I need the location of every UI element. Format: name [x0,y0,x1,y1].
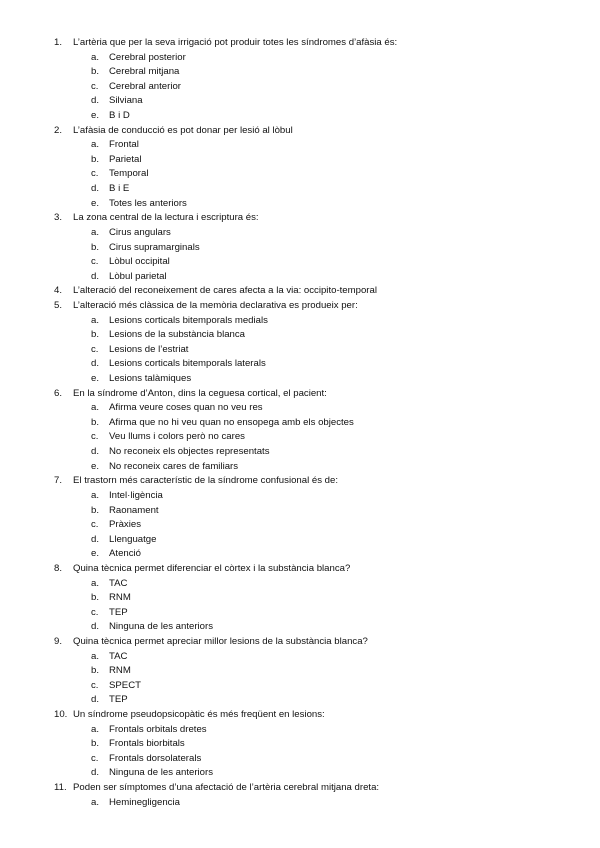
answer-option [0,460,600,475]
option-letter: b. [91,504,100,516]
answer-option [0,138,600,153]
option-text: Raonament [109,504,159,516]
option-letter: c. [91,606,99,618]
option-text: Frontals dorsolaterals [109,752,202,764]
answer-option [0,606,600,621]
answer-option [0,679,600,694]
option-text: Lesions de l’estriat [109,343,189,355]
answer-option [0,518,600,533]
option-text: Ninguna de les anteriors [109,767,213,779]
option-text: Totes les anteriors [109,197,187,209]
option-text: Heminegligencia [109,796,180,808]
option-letter: c. [91,519,99,531]
answer-option [0,357,600,372]
option-letter: a. [91,226,100,238]
question [0,781,600,796]
option-text: Cerebral mitjana [109,66,180,78]
option-letter: b. [91,665,100,677]
option-text: B i D [109,110,130,122]
option-letter: c. [91,168,99,180]
option-text: Temporal [109,168,149,180]
answer-option [0,489,600,504]
option-text: Lesions corticals bitemporals medials [109,314,268,326]
question-number: 7. [54,475,63,487]
option-letter: a. [91,796,100,808]
option-text: Pràxies [109,519,141,531]
answer-option [0,51,600,66]
option-letter: a. [91,402,100,414]
option-text: Lesions de la substància blanca [109,329,246,341]
option-text: Afirma que no hi veu quan no ensopega amb els objectes [109,416,354,428]
option-letter: a. [91,650,100,662]
answer-option [0,664,600,679]
answer-option [0,226,600,241]
option-text: Frontals orbitals dretes [109,723,207,735]
answer-option [0,430,600,445]
option-text: Frontal [109,139,139,151]
question [0,284,600,299]
option-letter: d. [91,694,100,706]
option-letter: b. [91,592,100,604]
answer-option [0,270,600,285]
question-text: L’afàsia de conducció es pot donar per lesió al lòbul [73,124,293,136]
option-letter: d. [91,767,100,779]
option-letter: a. [91,489,100,501]
question-text: L’alteració del reconeixement de cares afecta a la via: occipito-temporal [73,285,377,297]
answer-option [0,80,600,95]
answer-option [0,314,600,329]
option-text: Cirus angulars [109,226,171,238]
answer-option [0,533,600,548]
question [0,36,600,51]
option-letter: a. [91,314,100,326]
answer-option [0,65,600,80]
question [0,708,600,723]
option-text: TAC [109,577,128,589]
question-text: L’alteració més clàssica de la memòria declarativa es produeix per: [73,299,358,311]
answer-option [0,109,600,124]
option-text: Lòbul occipital [109,256,170,268]
option-text: Llenguatge [109,533,157,545]
option-letter: e. [91,460,100,472]
answer-option [0,796,600,811]
answer-option [0,401,600,416]
option-text: RNM [109,592,131,604]
option-letter: b. [91,329,100,341]
option-letter: b. [91,416,100,428]
option-text: TEP [109,606,128,618]
option-letter: a. [91,723,100,735]
option-letter: a. [91,51,100,63]
question-text: En la síndrome d’Anton, dins la ceguesa cortical, el pacient: [73,387,327,399]
question-text: Quina tècnica permet apreciar millor lesions de la substància blanca? [73,635,368,647]
question-number: 2. [54,124,63,136]
option-letter: c. [91,679,99,691]
option-letter: b. [91,738,100,750]
answer-option [0,693,600,708]
answer-option [0,650,600,665]
answer-option [0,182,600,197]
option-text: Lòbul parietal [109,270,167,282]
answer-option [0,737,600,752]
option-text: B i E [109,183,130,195]
question-text: Un síndrome pseudopsicopàtic és més freqüent en lesions: [73,709,325,721]
document-page [0,36,600,810]
answer-option [0,255,600,270]
question [0,635,600,650]
question [0,211,600,226]
option-text: Cerebral posterior [109,51,186,63]
question-number: 1. [54,37,63,48]
question-number: 8. [54,562,63,574]
option-letter: c. [91,256,99,268]
option-letter: d. [91,270,100,282]
option-letter: e. [91,197,100,209]
answer-option [0,197,600,212]
option-letter: b. [91,66,100,78]
option-letter: e. [91,110,100,122]
answer-option [0,94,600,109]
answer-option [0,343,600,358]
question-number: 9. [54,635,63,647]
question-text: Quina tècnica permet diferenciar el còrtex i la substància blanca? [73,562,351,574]
option-letter: c. [91,80,99,92]
question-number: 3. [54,212,63,224]
question [0,562,600,577]
option-text: No reconeix els objectes representats [109,446,270,458]
question-number: 10. [54,709,68,721]
option-text: Parietal [109,153,142,165]
answer-option [0,328,600,343]
option-text: Intel·ligència [109,489,163,501]
answer-option [0,416,600,431]
question-text: El trastorn més característic de la síndrome confusional és de: [73,475,339,487]
option-text: Cerebral anterior [109,80,181,92]
question-text: L’artèria que per la seva irrigació pot produir totes les síndromes d’afàsia és: [73,37,398,48]
option-text: Cirus supramarginals [109,241,200,253]
option-letter: d. [91,95,100,107]
question-number: 5. [54,299,63,311]
answer-option [0,241,600,256]
question [0,474,600,489]
question-text: La zona central de la lectura i escriptura és: [73,212,259,224]
option-text: Ninguna de les anteriors [109,621,213,633]
option-letter: c. [91,431,99,443]
answer-option [0,153,600,168]
option-letter: d. [91,533,100,545]
question-number: 11. [54,782,67,794]
answer-option [0,591,600,606]
option-letter: c. [91,343,99,355]
answer-option [0,620,600,635]
option-text: Silviana [109,95,143,107]
question [0,299,600,314]
option-letter: b. [91,241,100,253]
option-letter: e. [91,548,100,560]
question-text: Poden ser símptomes d’una afectació de l’artèria cerebral mitjana dreta: [73,782,380,794]
option-text: Lesions talàmiques [109,373,192,385]
question [0,124,600,139]
option-letter: d. [91,183,100,195]
option-text: Veu llums i colors però no cares [109,431,245,443]
answer-option [0,752,600,767]
option-text: Lesions corticals bitemporals laterals [109,358,266,370]
option-text: TAC [109,650,128,662]
answer-option [0,445,600,460]
question-number: 4. [54,285,63,297]
answer-option [0,504,600,519]
option-text: Afirma veure coses quan no veu res [109,402,263,414]
answer-option [0,547,600,562]
option-text: TEP [109,694,128,706]
option-letter: c. [91,752,99,764]
answer-option [0,372,600,387]
option-letter: d. [91,358,100,370]
option-letter: a. [91,139,100,151]
option-letter: d. [91,446,100,458]
option-letter: b. [91,153,100,165]
option-letter: e. [91,373,100,385]
option-text: Frontals biorbitals [109,738,185,750]
question-number: 6. [54,387,63,399]
option-text: No reconeix cares de familiars [109,460,239,472]
option-letter: d. [91,621,100,633]
option-text: Atenció [109,548,141,560]
question [0,387,600,402]
answer-option [0,766,600,781]
option-text: RNM [109,665,131,677]
option-letter: a. [91,577,100,589]
answer-option [0,577,600,592]
answer-option [0,167,600,182]
option-text: SPECT [109,679,141,691]
answer-option [0,723,600,738]
